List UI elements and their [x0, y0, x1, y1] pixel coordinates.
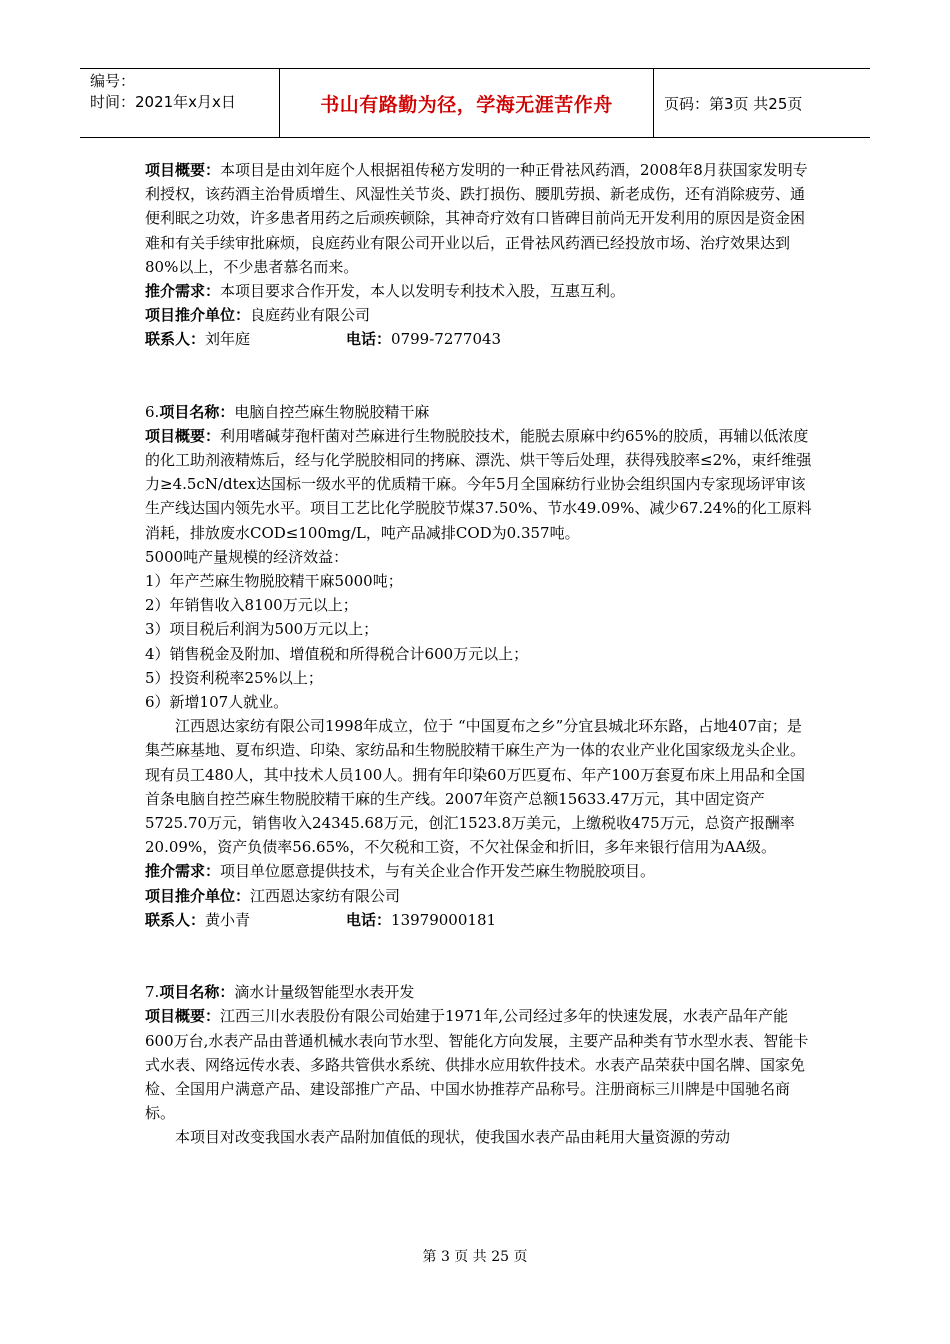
demand-text: 本项目要求合作开发，本人以发明专利技术入股，互惠互利。	[220, 282, 626, 301]
project6-title	[145, 400, 813, 424]
intro-unit	[145, 303, 813, 327]
demand-label: 推介需求：	[145, 282, 221, 301]
overview-label: 项目概要：	[145, 161, 221, 179]
project7-overview	[145, 1004, 813, 1125]
name-label: 项目名称：	[159, 983, 235, 1002]
intro-demand	[145, 279, 813, 303]
project6-demand	[145, 859, 813, 883]
phone-number: 0799-7277043	[391, 330, 502, 349]
project-name: 滴水计量级智能型水表开发	[234, 983, 415, 1002]
benefit-item: 6）新增107人就业。	[145, 693, 289, 712]
unit-label: 项目推介单位：	[145, 306, 251, 325]
name-label: 项目名称：	[159, 402, 235, 421]
project-name: 电脑自控苎麻生物脱胶精干麻	[234, 402, 430, 421]
overview-label: 项目概要：	[145, 1007, 221, 1026]
phone-number: 13979000181	[391, 910, 497, 929]
benefit-item: 1）年产苎麻生物脱胶精干麻5000吨；	[145, 572, 403, 591]
unit-text: 江西恩达家纺有限公司	[250, 886, 401, 905]
overview-text: 利用嗜碱芽孢杆菌对苎麻进行生物脱胶技术，能脱去原麻中约65%的胶质，再辅以低浓度的化工助剂液精炼后，经与化学脱胶相同的拷麻、漂洗、烘干等后处理，获得残胶率≤2%，束纤维强力≥4.5cN/dtex达国标一级水平的优质精干麻。今年5月全国麻纺行业协会组织国内专家现场评审该生产线达国内领先水平。项目工艺比化学脱胶节煤37.50%、节水49.09%、减少67.24%的化工原料消耗，排放废水COD≤100mg/L，吨产品减排COD为0.357吨。	[145, 426, 812, 542]
contact-name: 黄小青	[205, 910, 251, 929]
document-time: 时间：2021年x月x日	[90, 93, 236, 111]
unit-text: 良庭药业有限公司	[250, 306, 371, 325]
project6-unit	[145, 884, 813, 908]
project6-contact	[145, 908, 813, 932]
intro-overview	[145, 158, 813, 279]
project-number: 7.	[145, 983, 160, 1002]
benefit-item: 5）投资利税率25%以上；	[145, 668, 323, 687]
benefit-item: 4）销售税金及附加、增值税和所得税合计600万元以上；	[145, 644, 529, 663]
overview-text: 江西三川水表股份有限公司始建于1971年,公司经过多年的快速发展，水表产品年产能600万台,水表产品由普通机械水表向节水型、智能化方向发展，主要产品种类有节水型水表、智能卡式水表、网络远传水表、多路共管供水系统、供排水应用软件技术。水表产品荣获中国名牌、国家免检、全国用户满意产品、建设部推广产品、中国水协推荐产品称号。注册商标三川牌是中国驰名商标。	[145, 1007, 809, 1123]
phone-label: 电话：	[346, 910, 392, 929]
project7-continuation: 本项目对改变我国水表产品附加值低的现状，使我国水表产品由耗用大量资源的劳动	[175, 1128, 731, 1147]
overview-label: 项目概要：	[145, 426, 221, 445]
contact-name: 刘年庭	[205, 330, 251, 349]
benefits-title: 5000吨产量规模的经济效益：	[145, 547, 349, 566]
demand-text: 项目单位愿意提供技术，与有关企业合作开发苎麻生物脱胶项目。	[220, 862, 656, 881]
project6-overview	[145, 424, 813, 545]
phone-block	[346, 911, 496, 929]
section-spacer	[145, 932, 813, 980]
project-number: 6.	[145, 402, 160, 421]
page-header	[80, 68, 870, 138]
header-motto: 书山有路勤为径，学海无涯苦作舟	[280, 69, 654, 137]
unit-label: 项目推介单位：	[145, 886, 251, 905]
project7-title	[145, 980, 813, 1004]
document-body	[145, 158, 813, 1150]
company-description: 江西恩达家纺有限公司1998年成立，位于 “中国夏布之乡”分宜县城北环东路，占地407亩；是集苎麻基地、夏布织造、印染、家纺品和生物脱胶精干麻生产为一体的农业产业化国家级龙头企业。现有员工480人，其中技术人员100人。拥有年印染60万匹夏布、年产100万套夏布床上用品和全国首条电脑自控苎麻生物脱胶精干麻的生产线。2007年资产总额15633.47万元，其中固定资产5725.70万元，销售收入24345.68万元，创汇1523.8万美元，上缴税收475万元，总资产报酬率20.09%，资产负债率56.65%，不欠税和工资，不欠社保金和折旧，多年来银行信用为AA级。	[145, 717, 806, 857]
demand-label: 推介需求：	[145, 862, 221, 881]
phone-block	[346, 330, 501, 348]
section-spacer	[145, 352, 813, 400]
header-page-info: 页码：第3页 共25页	[664, 94, 803, 113]
document-number-label: 编号：	[90, 72, 136, 90]
page-footer: 第 3 页 共 25 页	[422, 1249, 528, 1265]
header-meta	[80, 69, 280, 137]
overview-text: 本项目是由刘年庭个人根据祖传秘方发明的一种正骨祛风药酒，2008年8月获国家发明专利授权，该药酒主治骨质增生、风湿性关节炎、跌打损伤、腰肌劳损、新老成伤，还有消除疲劳、通便利眠之功效，许多患者用药之后顽疾顿除，其神奇疗效有口皆碑目前尚无开发利用的原因是资金困难和有关手续审批麻烦，良庭药业有限公司开业以后，正骨祛风药酒已经投放市场、治疗效果达到80%以上，不少患者慕名而来。	[145, 161, 808, 276]
contact-label: 联系人：	[145, 330, 206, 349]
benefit-item: 2）年销售收入8100万元以上；	[145, 596, 358, 615]
intro-contact	[145, 327, 813, 351]
phone-label: 电话：	[346, 330, 392, 349]
benefit-item: 3）项目税后利润为500万元以上；	[145, 620, 379, 639]
contact-label: 联系人：	[145, 910, 206, 929]
